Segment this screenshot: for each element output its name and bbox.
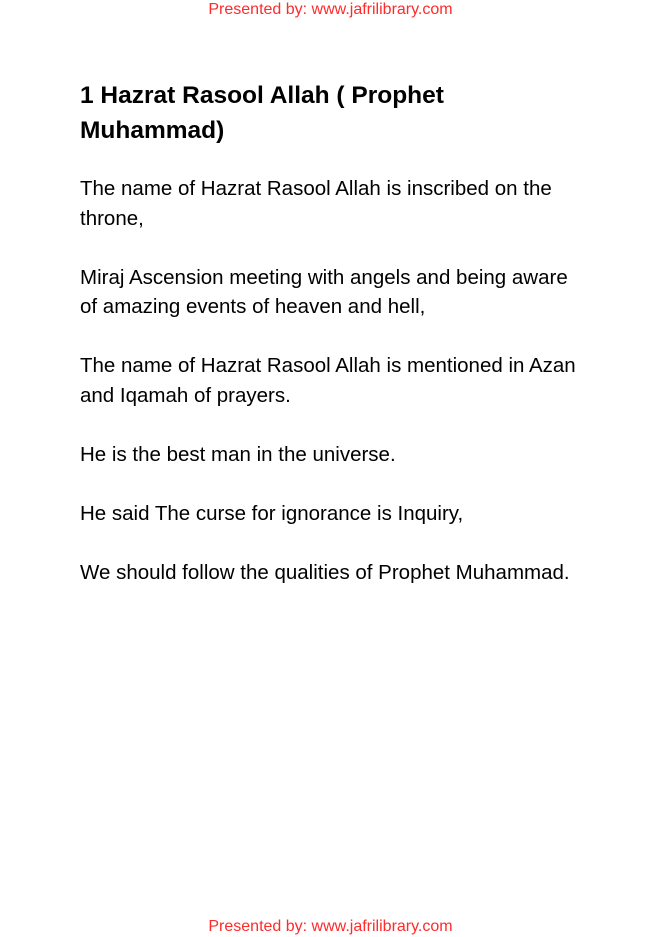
document-content (80, 78, 580, 617)
header-website-link[interactable]: www.jafrilibrary.com (311, 1, 453, 18)
footer-banner (0, 917, 661, 937)
paragraph-throne: The name of Hazrat Rasool Allah is inscribed on the throne, (80, 177, 552, 230)
footer-website-link[interactable]: www.jafrilibrary.com (311, 918, 453, 935)
paragraph-azan: The name of Hazrat Rasool Allah is mentioned in Azan and Iqamah of prayers. (80, 354, 576, 407)
paragraph-best-man: He is the best man in the universe. (80, 442, 396, 466)
header-banner (0, 0, 661, 20)
footer-presented-by-label: Presented by: (208, 918, 312, 935)
paragraph-miraj: Miraj Ascension meeting with angels and being aware of amazing events of heaven and hell, (80, 265, 568, 318)
paragraph-ignorance: He said The curse for ignorance is Inquiry, (80, 501, 464, 525)
paragraph-follow-qualities: We should follow the qualities of Prophet Muhammad. (80, 560, 570, 584)
document-title: 1 Hazrat Rasool Allah ( Prophet Muhammad) (80, 82, 444, 144)
header-presented-by-label: Presented by: (208, 1, 312, 18)
